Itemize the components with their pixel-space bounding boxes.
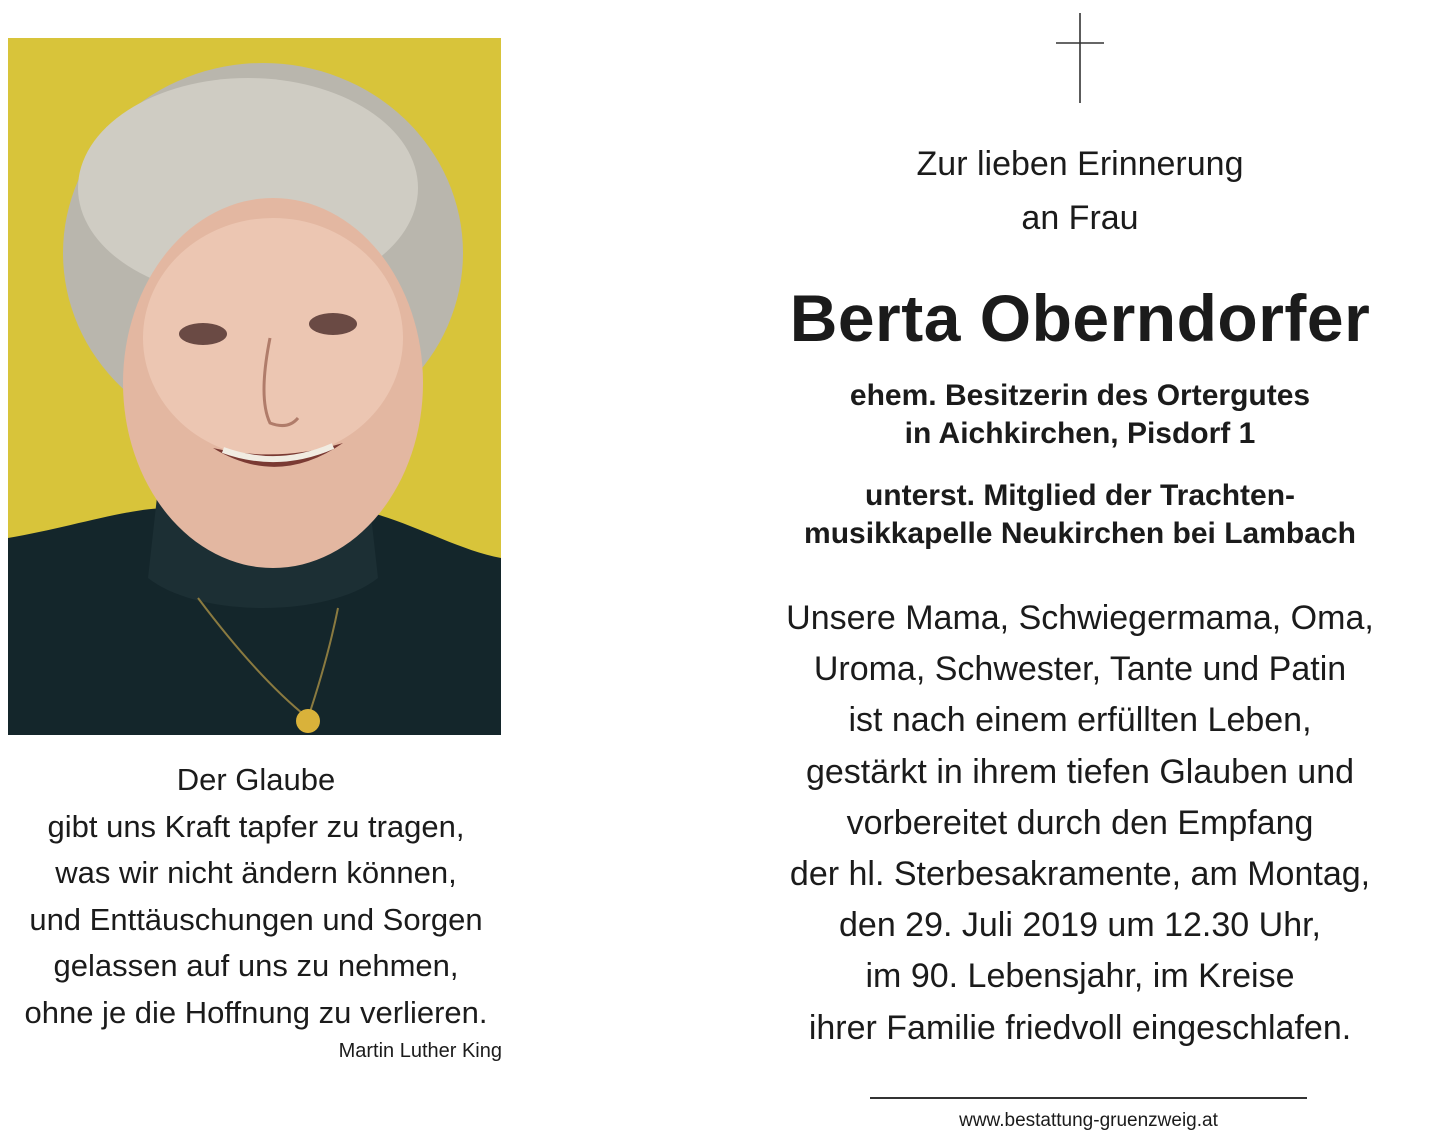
intro-text [730, 137, 1430, 245]
cross-icon [1056, 13, 1104, 103]
quote-line: gelassen auf uns zu nehmen, [53, 948, 459, 983]
body-line: ihrer Familie friedvoll eingeschlafen. [808, 1008, 1352, 1047]
body-line: vorbereitet durch den Empfang [846, 803, 1314, 842]
quote-line: ohne je die Hoffnung zu verlieren. [24, 994, 488, 1030]
website-link[interactable]: www.bestattung-gruenzweig.at [959, 1110, 1218, 1131]
membership-text [730, 477, 1430, 553]
body-line: der hl. Sterbesakramente, am Montag, [789, 855, 1371, 894]
quote-line: und Enttäuschungen und Sorgen [29, 901, 483, 937]
deceased-name: Berta Oberndorfer [789, 281, 1371, 355]
body-line: gestärkt in ihrem tiefen Glauben und [805, 752, 1355, 791]
body-line: Uroma, Schwester, Tante und Patin [813, 650, 1347, 689]
intro-line: an Frau [1021, 199, 1139, 237]
occupation-text [730, 377, 1430, 453]
obituary-body [730, 593, 1430, 1054]
quote-line: was wir nicht ändern können, [55, 855, 457, 890]
membership-line: musikkapelle Neukirchen bei Lambach [804, 517, 1356, 550]
body-line: den 29. Juli 2019 um 12.30 Uhr, [839, 906, 1321, 945]
footer-divider [870, 1097, 1307, 1099]
quote-line: gibt uns Kraft tapfer zu tragen, [47, 808, 465, 844]
occupation-line: in Aichkirchen, Pisdorf 1 [904, 417, 1256, 450]
quote-text [0, 757, 512, 1036]
body-line: Unsere Mama, Schwiegermama, Oma, [786, 599, 1374, 637]
portrait-photo [8, 38, 501, 735]
quote-line: Der Glaube [176, 762, 336, 797]
membership-line: unterst. Mitglied der Trachten- [864, 479, 1296, 512]
occupation-line: ehem. Besitzerin des Ortergutes [849, 379, 1311, 412]
body-line: im 90. Lebensjahr, im Kreise [865, 957, 1295, 996]
intro-line: Zur lieben Erinnerung [916, 145, 1244, 183]
quote-author: Martin Luther King [338, 1040, 502, 1062]
body-line: ist nach einem erfüllten Leben, [848, 701, 1312, 740]
